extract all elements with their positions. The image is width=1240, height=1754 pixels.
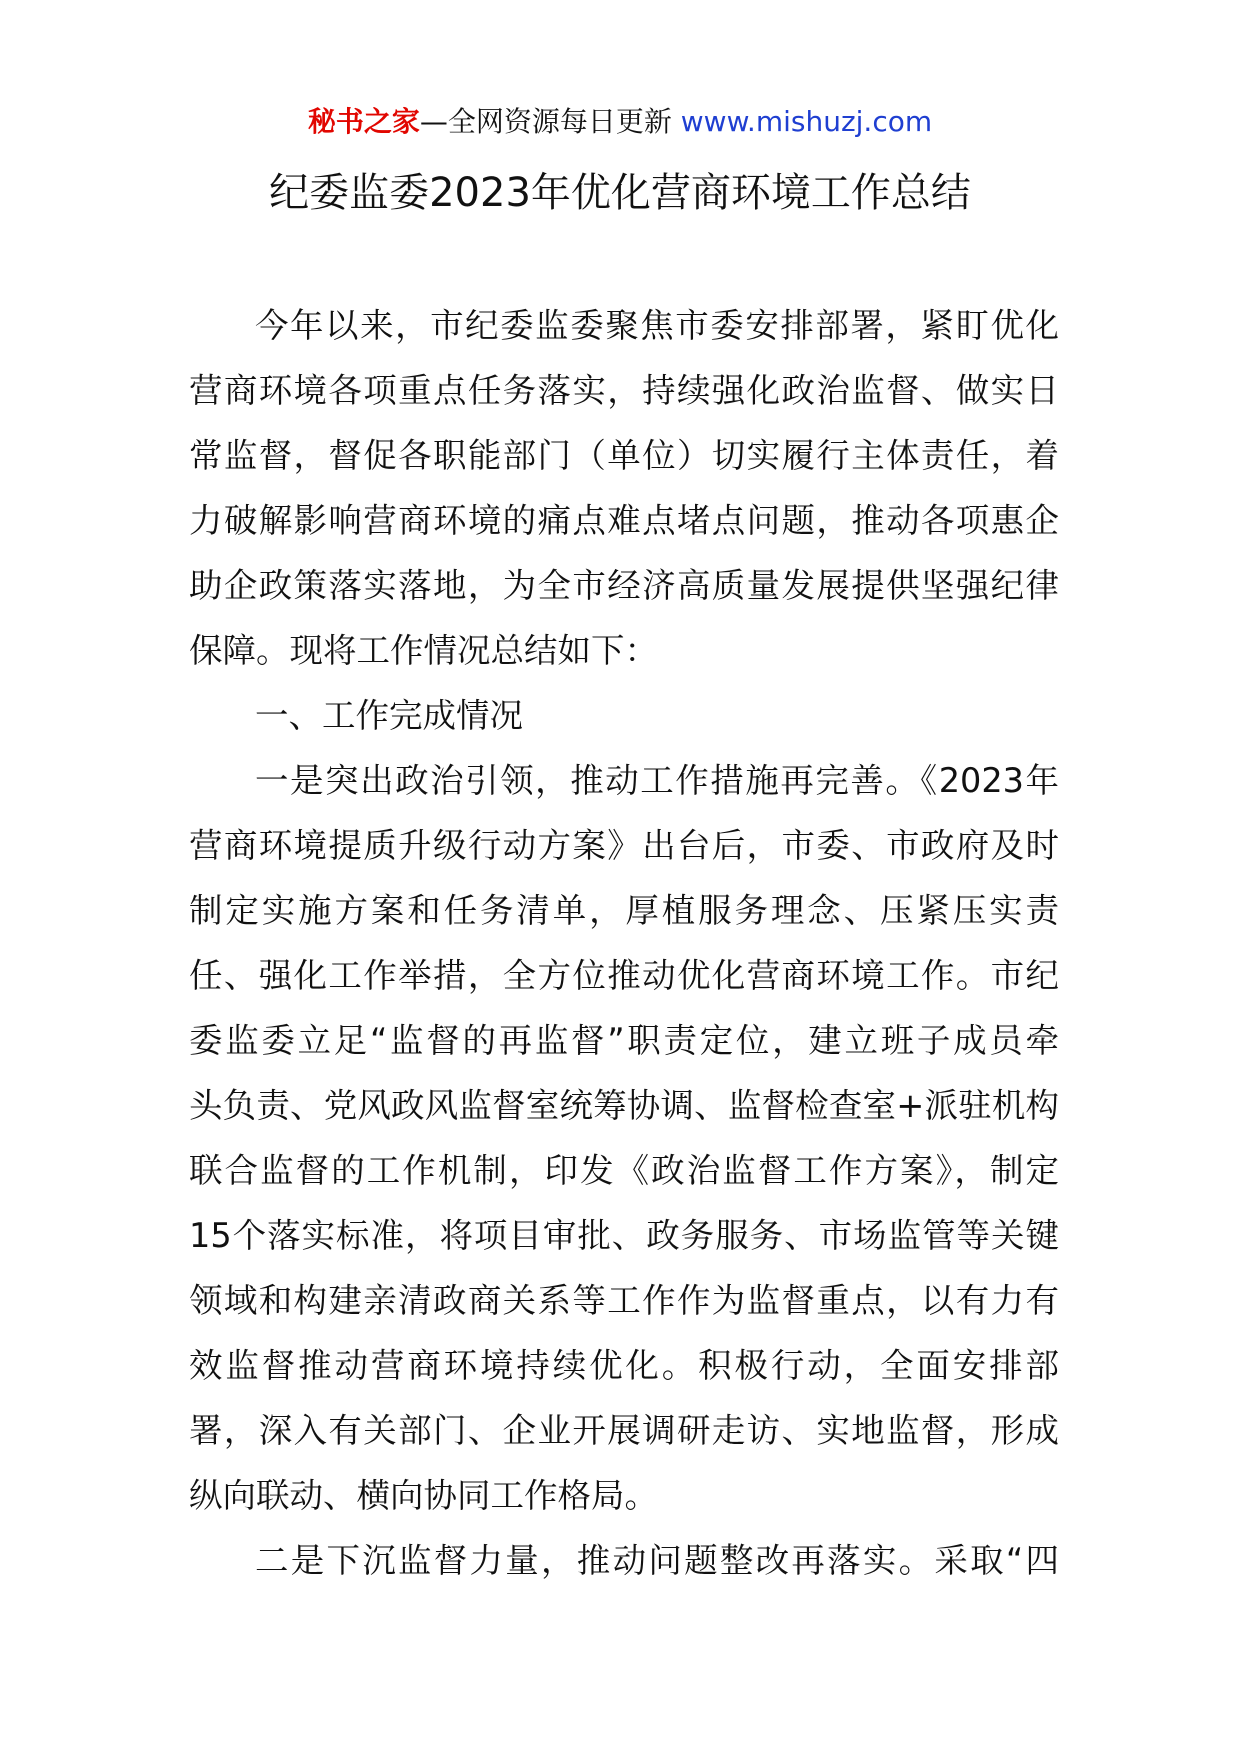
text-line: 效监督推动营商环境持续优化。积极行动，全面安排部 — [189, 1346, 1059, 1385]
paragraph-intro — [189, 293, 1059, 683]
site-url-link[interactable]: www.mishuzj.com — [680, 105, 933, 138]
text-line: 委监委立足“监督的再监督”职责定位，建立班子成员牵 — [189, 1021, 1059, 1060]
document-body — [189, 293, 1059, 1593]
text-line: 常监督，督促各职能部门（单位）切实履行主体责任，着 — [189, 436, 1059, 475]
text-line: 营商环境提质升级行动方案》出台后，市委、市政府及时 — [189, 826, 1059, 865]
text-line: 联合监督的工作机制，印发《政治监督工作方案》，制定 — [189, 1151, 1059, 1190]
text-line: 保障。现将工作情况总结如下： — [189, 631, 658, 670]
text-line: 任、强化工作举措，全方位推动优化营商环境工作。市纪 — [189, 956, 1059, 995]
text-line: 二是下沉监督力量，推动问题整改再落实。采取“四 — [255, 1541, 1059, 1580]
text-line: 营商环境各项重点任务落实，持续强化政治监督、做实日 — [189, 371, 1059, 410]
document-title: 纪委监委2023年优化营商环境工作总结 — [269, 170, 971, 216]
header-slogan: —全网资源每日更新 — [419, 105, 681, 138]
text-line: 一是突出政治引领，推动工作措施再完善。《2023年 — [255, 761, 1059, 800]
paragraph-point-two — [189, 1528, 1059, 1593]
text-line: 制定实施方案和任务清单，厚植服务理念、压紧压实责 — [189, 891, 1059, 930]
text-line: 力破解影响营商环境的痛点难点堵点问题，推动各项惠企 — [189, 501, 1059, 540]
text-line: 领域和构建亲清政商关系等工作作为监督重点，以有力有 — [189, 1281, 1059, 1320]
brand-name: 秘书之家 — [307, 105, 420, 138]
text-line: 助企政策落实落地，为全市经济高质量发展提供坚强纪律 — [189, 566, 1059, 605]
text-line: 今年以来，市纪委监委聚焦市委安排部署，紧盯优化 — [255, 306, 1059, 345]
site-header — [0, 102, 1240, 142]
text-line: 15个落实标准，将项目审批、政务服务、市场监管等关键 — [189, 1216, 1059, 1255]
section-heading — [189, 683, 1059, 748]
text-line: 署，深入有关部门、企业开展调研走访、实地监督，形成 — [189, 1411, 1059, 1450]
paragraph-point-one — [189, 748, 1059, 1528]
text-line: 头负责、党风政风监督室统筹协调、监督检查室+派驻机构 — [189, 1086, 1059, 1125]
heading-text: 一、工作完成情况 — [255, 696, 523, 735]
text-line: 纵向联动、横向协同工作格局。 — [189, 1476, 658, 1515]
